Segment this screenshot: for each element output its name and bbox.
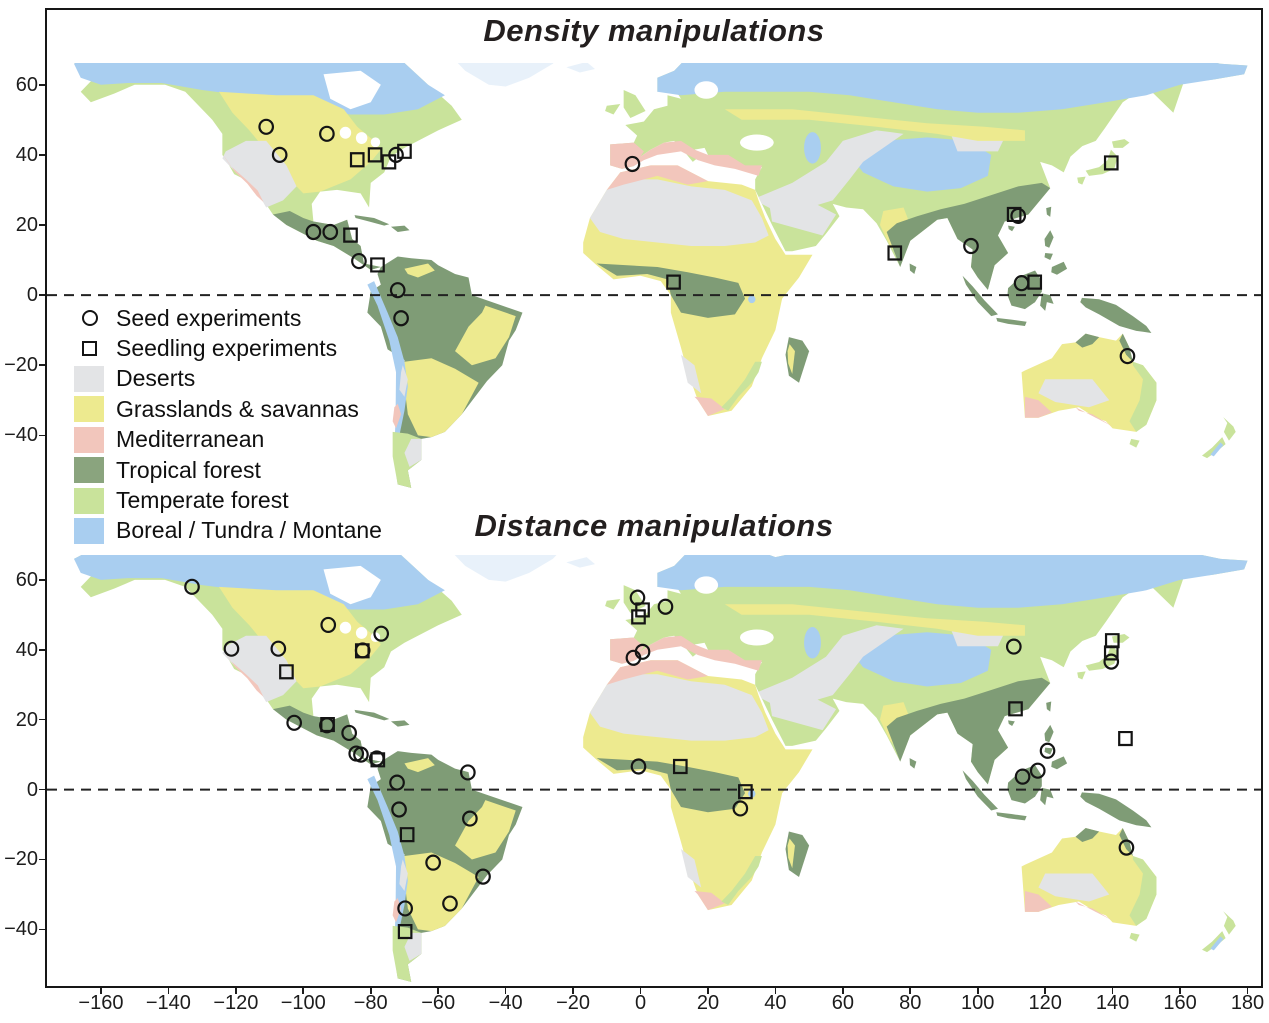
biome-swatch [74, 518, 104, 544]
x-tick-label: 140 [1095, 992, 1130, 1014]
x-tick-label: −140 [145, 992, 191, 1014]
legend-item [72, 485, 382, 515]
y-tick-label: 40 [15, 638, 38, 661]
legend-label: Tropical forest [116, 456, 261, 483]
x-tick-label: 160 [1163, 992, 1197, 1014]
legend-label: Grasslands & savannas [116, 395, 359, 422]
legend-swatch-cell [72, 427, 112, 453]
y-tick-mark [39, 84, 45, 86]
biome-swatch [74, 366, 104, 392]
legend-icon-cell [72, 341, 112, 356]
y-tick-label: 0 [26, 778, 38, 801]
seed-marker-icon [82, 310, 98, 326]
x-tick-label: 120 [1028, 992, 1062, 1014]
y-tick-mark [39, 929, 45, 931]
y-tick-label: 60 [15, 73, 38, 96]
x-tick-label: 40 [764, 992, 787, 1014]
legend-swatch-cell [72, 396, 112, 422]
biome-swatch [74, 457, 104, 483]
legend-swatch-cell [72, 457, 112, 483]
legend-item [72, 455, 382, 485]
legend-label: Seed experiments [116, 304, 302, 331]
x-tick-label: −120 [213, 992, 259, 1014]
biome-swatch [74, 488, 104, 514]
legend-swatch-cell [72, 366, 112, 392]
x-tick-label: 80 [899, 992, 922, 1014]
y-tick-label: 0 [26, 284, 38, 307]
legend-swatch-cell [72, 488, 112, 514]
x-tick-label: −60 [421, 992, 456, 1014]
legend-item [72, 425, 382, 455]
legend-item [72, 516, 382, 546]
legend-item [72, 333, 382, 363]
y-tick-mark [39, 435, 45, 437]
x-tick-label: −160 [78, 992, 124, 1014]
biome-swatch [74, 427, 104, 453]
panel-title-distance: Distance manipulations [474, 508, 834, 543]
legend-label: Seedling experiments [116, 335, 338, 362]
y-tick-label: 20 [15, 708, 38, 731]
y-tick-label: 60 [15, 568, 38, 591]
legend-item [72, 303, 382, 333]
legend-label: Deserts [116, 365, 196, 392]
legend-swatch-cell [72, 518, 112, 544]
x-tick-label: −80 [353, 992, 388, 1014]
x-tick-label: 20 [696, 992, 720, 1014]
y-tick-label: −20 [4, 354, 38, 377]
y-tick-label: −40 [4, 918, 38, 941]
y-tick-mark [39, 859, 45, 861]
legend-label: Boreal / Tundra / Montane [116, 517, 382, 544]
legend-icon-cell [72, 310, 112, 326]
x-tick-label: −40 [488, 992, 523, 1014]
biome-swatch [74, 396, 104, 422]
y-tick-mark [39, 719, 45, 721]
y-tick-label: −20 [4, 848, 38, 871]
y-tick-label: 20 [15, 213, 38, 236]
y-tick-label: 40 [15, 143, 38, 166]
x-tick-label: 180 [1230, 992, 1265, 1014]
x-tick-label: 0 [634, 992, 647, 1014]
y-tick-mark [39, 789, 45, 791]
x-tick-label: −100 [280, 992, 326, 1014]
y-tick-mark [39, 224, 45, 226]
legend [72, 303, 382, 546]
x-tick-label: 60 [831, 992, 854, 1014]
y-tick-mark [39, 294, 45, 296]
legend-item [72, 364, 382, 394]
legend-label: Temperate forest [116, 487, 289, 514]
seedling-marker-icon [82, 341, 97, 356]
legend-label: Mediterranean [116, 426, 265, 453]
y-tick-mark [39, 154, 45, 156]
y-tick-mark [39, 649, 45, 651]
y-tick-mark [39, 579, 45, 581]
x-tick-label: 100 [961, 992, 995, 1014]
panel-title-density: Density manipulations [483, 13, 825, 48]
y-tick-label: −40 [4, 424, 38, 447]
y-tick-mark [39, 364, 45, 366]
legend-item [72, 394, 382, 424]
x-tick-label: −20 [556, 992, 591, 1014]
